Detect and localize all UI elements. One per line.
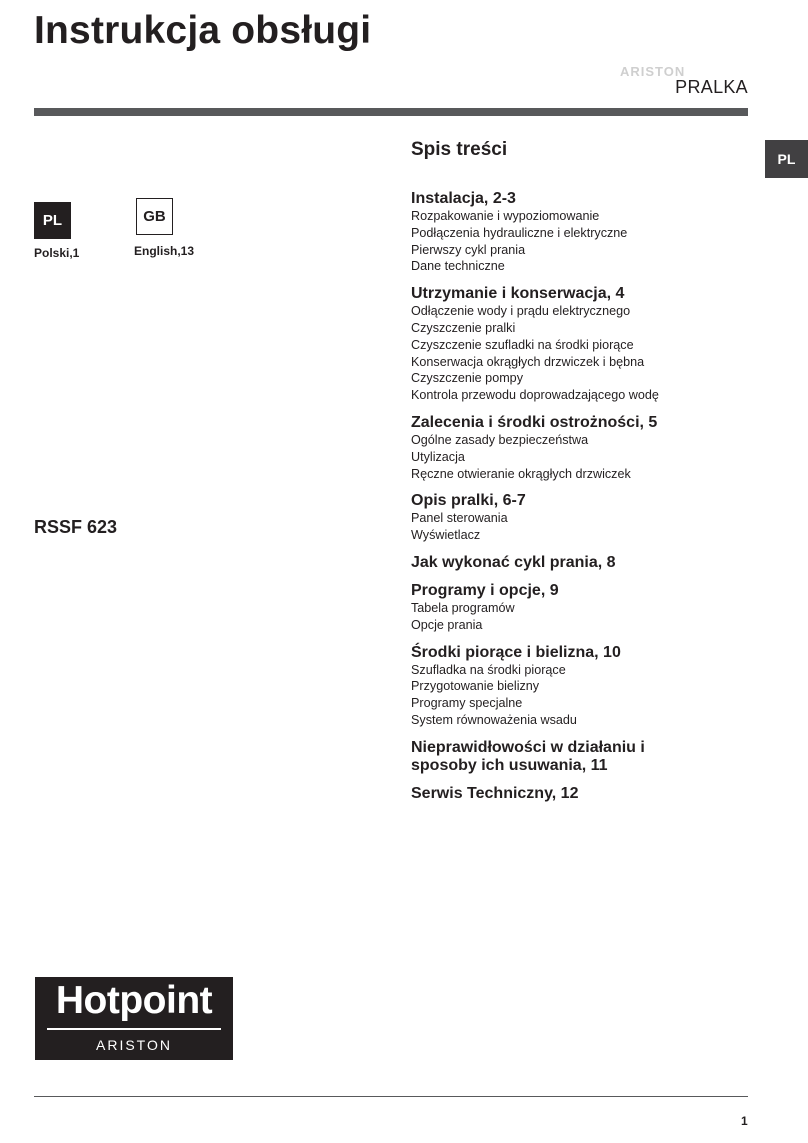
toc-section-heading[interactable]: Instalacja, 2-3 <box>411 190 516 207</box>
toc-section <box>411 739 751 775</box>
toc-item[interactable]: Programy specjalne <box>411 696 523 711</box>
hotpoint-ariston-logo <box>35 977 233 1060</box>
toc-section-heading[interactable]: Programy i opcje, 9 <box>411 581 559 599</box>
language-pl-badge[interactable]: PL <box>34 202 71 239</box>
toc-section <box>411 285 751 404</box>
toc-item[interactable]: Ogólne zasady bezpieczeństwa <box>411 432 589 447</box>
page-title: Instrukcja obsługi <box>34 9 372 52</box>
toc-item[interactable]: Czyszczenie szufladki na środki piorące <box>411 337 634 352</box>
page-number: 1 <box>741 1114 748 1128</box>
table-of-contents <box>411 190 751 813</box>
toc-item[interactable]: Kontrola przewodu doprowadzającego wodę <box>411 388 659 403</box>
toc-section <box>411 582 751 634</box>
product-type: PRALKA <box>675 77 748 97</box>
toc-item[interactable]: Tabela programów <box>411 600 515 615</box>
toc-item[interactable]: Pierwszy cykl prania <box>411 242 526 257</box>
toc-item[interactable]: Utylizacja <box>411 449 465 464</box>
toc-section <box>411 414 751 482</box>
toc-item[interactable]: System równoważenia wsadu <box>411 712 577 727</box>
logo-divider <box>47 1028 221 1030</box>
toc-section-heading[interactable]: Nieprawidłowości w działaniu i sposoby ich usuwania, 11 <box>411 738 645 774</box>
model-number: RSSF 623 <box>34 517 118 537</box>
toc-section-heading[interactable]: Utrzymanie i konserwacja, 4 <box>411 285 625 303</box>
toc-section <box>411 190 751 275</box>
toc-item[interactable]: Przygotowanie bielizny <box>411 679 540 694</box>
toc-section <box>411 492 751 544</box>
language-side-tab: PL <box>765 140 808 178</box>
toc-item[interactable]: Rozpakowanie i wypoziomowanie <box>411 209 600 223</box>
footer-rule <box>34 1096 748 1097</box>
toc-item[interactable]: Szufladka na środki piorące <box>411 662 566 677</box>
toc-item[interactable]: Odłączenie wody i prądu elektrycznego <box>411 304 631 319</box>
toc-item[interactable]: Konserwacja okrągłych drzwiczek i bębna <box>411 354 645 369</box>
language-pl-label[interactable]: Polski,1 <box>34 246 80 260</box>
toc-section-heading[interactable]: Zalecenia i środki ostrożności, 5 <box>411 413 658 431</box>
toc-item[interactable]: Podłączenia hydrauliczne i elektryczne <box>411 225 628 240</box>
toc-item[interactable]: Czyszczenie pompy <box>411 371 523 386</box>
toc-section-heading[interactable]: Serwis Techniczny, 12 <box>411 784 579 802</box>
toc-item[interactable]: Wyświetlacz <box>411 528 481 543</box>
toc-item[interactable]: Czyszczenie pralki <box>411 320 516 335</box>
toc-section <box>411 785 751 803</box>
logo-sub-text: ARISTON <box>96 1037 172 1053</box>
toc-item[interactable]: Opcje prania <box>411 617 483 632</box>
toc-item[interactable]: Dane techniczne <box>411 259 505 274</box>
language-gb-label[interactable]: English,13 <box>134 244 195 258</box>
toc-title: Spis treści <box>411 139 508 160</box>
header-rule <box>34 108 748 116</box>
toc-item[interactable]: Ręczne otwieranie okrągłych drzwiczek <box>411 466 631 481</box>
toc-section <box>411 644 751 729</box>
language-gb-badge[interactable]: GB <box>136 198 173 235</box>
toc-section-heading[interactable]: Opis pralki, 6-7 <box>411 492 526 510</box>
toc-section-heading[interactable]: Jak wykonać cykl prania, 8 <box>411 553 616 571</box>
toc-section-heading[interactable]: Środki piorące i bielizna, 10 <box>411 643 621 661</box>
toc-item[interactable]: Panel sterowania <box>411 511 508 526</box>
logo-main-text: Hotpoint <box>55 979 213 1022</box>
toc-section <box>411 554 751 572</box>
brand-ghost-text: ARISTON <box>620 64 686 79</box>
